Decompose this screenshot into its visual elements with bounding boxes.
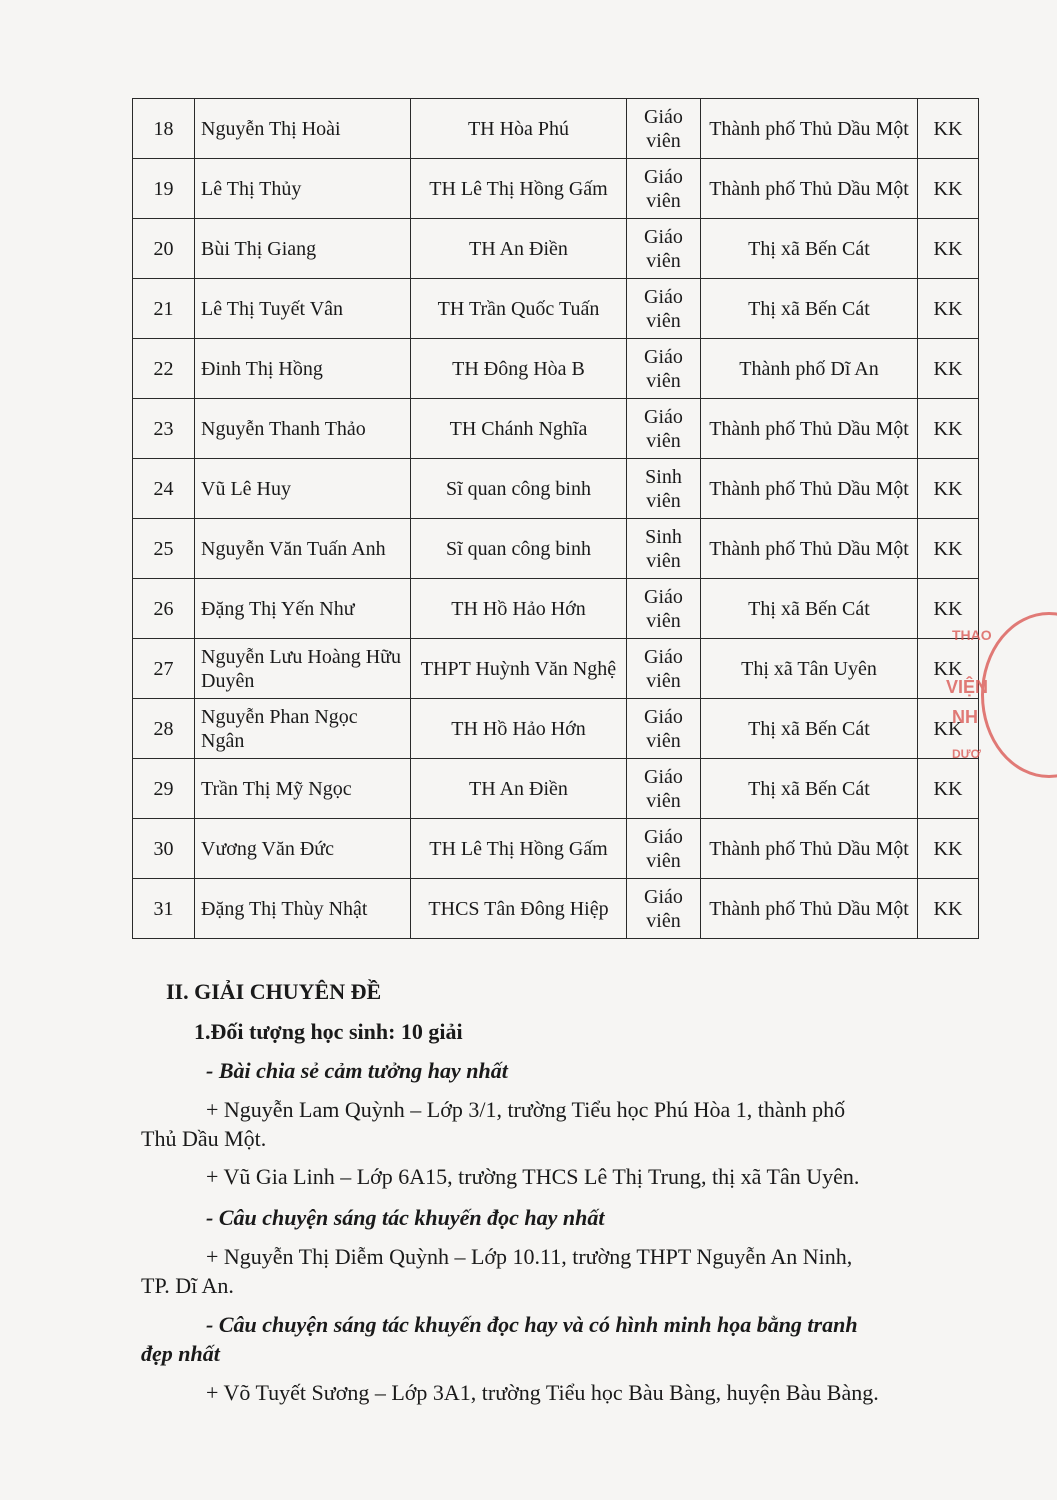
- row-number-cell: 21: [133, 279, 195, 339]
- locality-cell: Thị xã Bến Cát: [701, 759, 918, 819]
- winner-entry: + Nguyễn Lam Quỳnh – Lớp 3/1, trường Tiểu học Phú Hòa 1, thành phố: [206, 1097, 846, 1122]
- section-heading: II. GIẢI CHUYÊN ĐỀ: [166, 979, 382, 1004]
- table-row: [133, 279, 979, 339]
- table-row: [133, 219, 979, 279]
- person-name-cell: Nguyễn Văn Tuấn Anh: [195, 519, 411, 579]
- category-heading: - Bài chia sẻ cảm tưởng hay nhất: [206, 1058, 508, 1083]
- winner-entry: + Nguyễn Thị Diễm Quỳnh – Lớp 10.11, trường THPT Nguyễn An Ninh,: [206, 1244, 853, 1269]
- row-number-cell: 28: [133, 699, 195, 759]
- stamp-text: NH: [952, 707, 978, 727]
- awards-table-body: [133, 99, 979, 939]
- row-number-cell: 25: [133, 519, 195, 579]
- row-number-cell: 20: [133, 219, 195, 279]
- row-number-cell: 26: [133, 579, 195, 639]
- school-name-cell: TH Hòa Phú: [411, 99, 627, 159]
- role-cell: Giáo viên: [627, 819, 701, 879]
- person-name-cell: Trần Thị Mỹ Ngọc: [195, 759, 411, 819]
- school-name-cell: THCS Tân Đông Hiệp: [411, 879, 627, 939]
- school-name-cell: TH Lê Thị Hồng Gấm: [411, 159, 627, 219]
- award-level-cell: KK: [918, 519, 979, 579]
- person-name-cell: Bùi Thị Giang: [195, 219, 411, 279]
- locality-cell: Thành phố Thủ Dầu Một: [701, 519, 918, 579]
- school-name-cell: TH Đông Hòa B: [411, 339, 627, 399]
- award-level-cell: KK: [918, 219, 979, 279]
- table-row: [133, 99, 979, 159]
- row-number-cell: 24: [133, 459, 195, 519]
- award-level-cell: KK: [918, 279, 979, 339]
- award-level-cell: KK: [918, 639, 979, 699]
- person-name-cell: Đặng Thị Yến Như: [195, 579, 411, 639]
- section-subheading: 1.Đối tượng học sinh: 10 giải: [194, 1019, 463, 1044]
- locality-cell: Thị xã Bến Cát: [701, 699, 918, 759]
- school-name-cell: Sĩ quan công binh: [411, 519, 627, 579]
- stamp-text: VIỆN: [946, 677, 989, 697]
- role-cell: Giáo viên: [627, 99, 701, 159]
- role-cell: Giáo viên: [627, 399, 701, 459]
- role-cell: Giáo viên: [627, 699, 701, 759]
- person-name-cell: Nguyễn Lưu Hoàng Hữu Duyên: [195, 639, 411, 699]
- award-level-cell: KK: [918, 339, 979, 399]
- school-name-cell: THPT Huỳnh Văn Nghệ: [411, 639, 627, 699]
- category-heading: - Câu chuyện sáng tác khuyến đọc hay nhất: [206, 1205, 605, 1230]
- table-row: [133, 699, 979, 759]
- person-name-cell: Lê Thị Thủy: [195, 159, 411, 219]
- award-level-cell: KK: [918, 879, 979, 939]
- role-cell: Giáo viên: [627, 219, 701, 279]
- row-number-cell: 31: [133, 879, 195, 939]
- row-number-cell: 30: [133, 819, 195, 879]
- award-level-cell: KK: [918, 759, 979, 819]
- role-cell: Giáo viên: [627, 159, 701, 219]
- table-row: [133, 579, 979, 639]
- table-row: [133, 519, 979, 579]
- role-cell: Giáo viên: [627, 879, 701, 939]
- award-level-cell: KK: [918, 159, 979, 219]
- award-level-cell: KK: [918, 699, 979, 759]
- row-number-cell: 29: [133, 759, 195, 819]
- school-name-cell: TH Hồ Hảo Hớn: [411, 579, 627, 639]
- row-number-cell: 18: [133, 99, 195, 159]
- award-level-cell: KK: [918, 459, 979, 519]
- award-level-cell: KK: [918, 99, 979, 159]
- school-name-cell: TH An Điền: [411, 759, 627, 819]
- table-row: [133, 159, 979, 219]
- person-name-cell: Vũ Lê Huy: [195, 459, 411, 519]
- role-cell: Giáo viên: [627, 279, 701, 339]
- table-row: [133, 879, 979, 939]
- locality-cell: Thị xã Bến Cát: [701, 219, 918, 279]
- row-number-cell: 22: [133, 339, 195, 399]
- school-name-cell: TH An Điền: [411, 219, 627, 279]
- person-name-cell: Nguyễn Phan Ngọc Ngân: [195, 699, 411, 759]
- table-row: [133, 339, 979, 399]
- category-heading: - Câu chuyện sáng tác khuyến đọc hay và có hình minh họa bằng tranh: [206, 1312, 858, 1337]
- person-name-cell: Đinh Thị Hồng: [195, 339, 411, 399]
- locality-cell: Thị xã Tân Uyên: [701, 639, 918, 699]
- row-number-cell: 19: [133, 159, 195, 219]
- locality-cell: Thị xã Bến Cát: [701, 279, 918, 339]
- locality-cell: Thành phố Thủ Dầu Một: [701, 819, 918, 879]
- awards-table: [132, 98, 979, 939]
- winner-entry: + Vũ Gia Linh – Lớp 6A15, trường THCS Lê Thị Trung, thị xã Tân Uyên.: [206, 1164, 860, 1189]
- locality-cell: Thành phố Thủ Dầu Một: [701, 879, 918, 939]
- locality-cell: Thành phố Thủ Dầu Một: [701, 159, 918, 219]
- award-level-cell: KK: [918, 579, 979, 639]
- school-name-cell: TH Lê Thị Hồng Gấm: [411, 819, 627, 879]
- locality-cell: Thành phố Thủ Dầu Một: [701, 99, 918, 159]
- winner-entry: + Võ Tuyết Sương – Lớp 3A1, trường Tiểu học Bàu Bàng, huyện Bàu Bàng.: [206, 1380, 879, 1405]
- table-row: [133, 399, 979, 459]
- winner-entry-continuation: Thủ Dầu Một.: [141, 1126, 267, 1151]
- person-name-cell: Vương Văn Đức: [195, 819, 411, 879]
- school-name-cell: TH Chánh Nghĩa: [411, 399, 627, 459]
- role-cell: Giáo viên: [627, 339, 701, 399]
- row-number-cell: 27: [133, 639, 195, 699]
- stamp-text: THAO: [952, 627, 992, 643]
- locality-cell: Thành phố Thủ Dầu Một: [701, 459, 918, 519]
- person-name-cell: Nguyễn Thị Hoài: [195, 99, 411, 159]
- table-row: [133, 819, 979, 879]
- role-cell: Giáo viên: [627, 639, 701, 699]
- row-number-cell: 23: [133, 399, 195, 459]
- table-row: [133, 639, 979, 699]
- person-name-cell: Lê Thị Tuyết Vân: [195, 279, 411, 339]
- winner-entry-continuation: TP. Dĩ An.: [141, 1273, 234, 1298]
- role-cell: Giáo viên: [627, 579, 701, 639]
- school-name-cell: TH Hồ Hảo Hớn: [411, 699, 627, 759]
- table-row: [133, 759, 979, 819]
- locality-cell: Thị xã Bến Cát: [701, 579, 918, 639]
- table-row: [133, 459, 979, 519]
- role-cell: Sinh viên: [627, 519, 701, 579]
- award-level-cell: KK: [918, 819, 979, 879]
- category-heading-continuation: đẹp nhất: [141, 1341, 220, 1366]
- locality-cell: Thành phố Dĩ An: [701, 339, 918, 399]
- award-level-cell: KK: [918, 399, 979, 459]
- locality-cell: Thành phố Thủ Dầu Một: [701, 399, 918, 459]
- school-name-cell: TH Trần Quốc Tuấn: [411, 279, 627, 339]
- stamp-text: DƯƠ: [952, 747, 981, 761]
- school-name-cell: Sĩ quan công binh: [411, 459, 627, 519]
- role-cell: Sinh viên: [627, 459, 701, 519]
- role-cell: Giáo viên: [627, 759, 701, 819]
- person-name-cell: Nguyễn Thanh Thảo: [195, 399, 411, 459]
- person-name-cell: Đặng Thị Thùy Nhật: [195, 879, 411, 939]
